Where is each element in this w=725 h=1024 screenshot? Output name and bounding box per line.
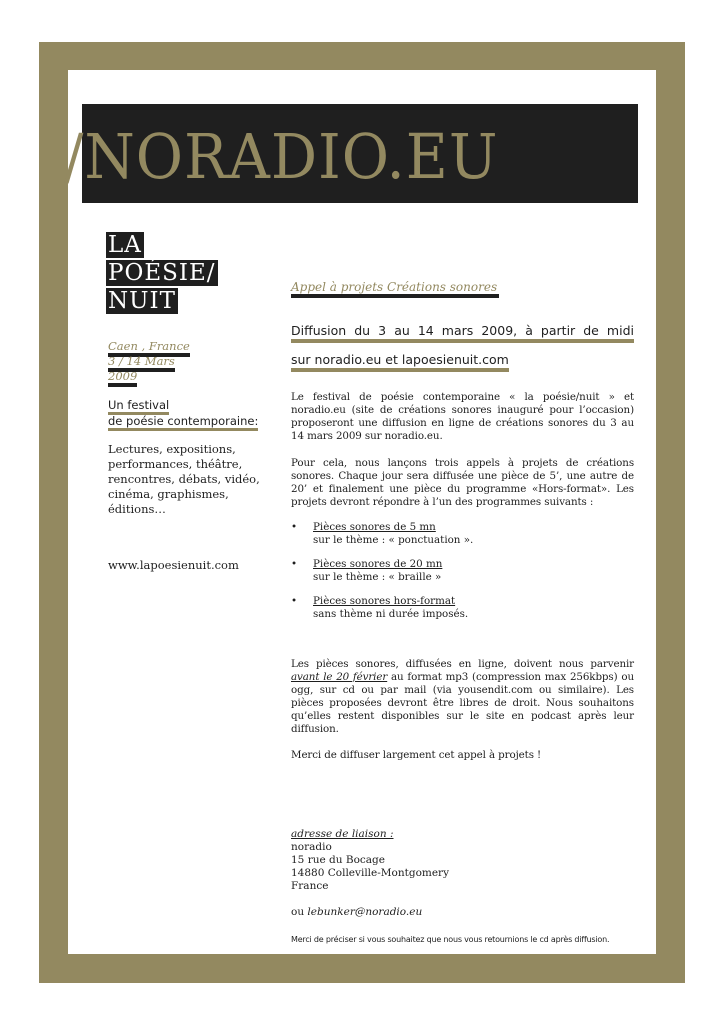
program-item [291, 558, 634, 584]
meta-year: 2009 [108, 370, 137, 387]
program-title: Pièces sonores de 20 mn [313, 558, 443, 570]
bullet-icon: • [291, 558, 298, 570]
address-block [291, 828, 634, 919]
program-detail: sans thème ni durée imposés. [313, 608, 469, 620]
program-list [291, 521, 634, 632]
activity-line: éditions… [108, 502, 166, 516]
submission-text-rest: au format mp3 (compression max 256kbps) ou ogg, sur cd ou par mail (via yousendit.com ou similaire). Les pièces proposées devront être libres de droit. Nous souhaitons qu’elles restent disponibles sur le site en podcast après leur diffusion. [291, 671, 634, 735]
program-item [291, 595, 634, 621]
thanks-paragraph: Merci de diffuser largement cet appel à projets ! [291, 749, 542, 761]
festival-url[interactable]: www.lapoesienuit.com [108, 558, 239, 572]
deadline: avant le 20 février [291, 671, 388, 683]
activity-line: performances, théâtre, [108, 457, 243, 471]
program-title: Pièces sonores hors-format [313, 595, 456, 607]
meta-dates: 3 / 14 Mars [108, 355, 175, 372]
address-line: noradio [291, 841, 332, 853]
title-nuit: NUIT [108, 288, 176, 314]
noradio-logo: /NORADIO.EU [64, 120, 499, 193]
email-line [291, 906, 634, 919]
diffusion-line-1: Diffusion du 3 au 14 mars 2009, à partir de midi [291, 323, 634, 343]
intro-paragraph: Le festival de poésie contemporaine « la poésie/nuit » et noradio.eu (site de créations sonores inauguré pour l’occasion) proposeront une diffusion en ligne de créations sonores du 3 au 14 mars 2009 sur noradio.eu. [291, 391, 634, 442]
appel-heading: Appel à projets Créations sonores [291, 280, 499, 298]
activities-list [108, 442, 268, 517]
festival-line-2: de poésie contemporaine: [108, 414, 258, 431]
program-item [291, 521, 634, 547]
call-paragraph: Pour cela, nous lançons trois appels à projets de créations sonores. Chaque jour sera diffusée une pièce de 5’, une autre de 20’ et finalement une pièce du programme «Hors-format». Les projets devront répondre à l’un des programmes suivants : [291, 457, 634, 508]
diffusion-line-2: sur noradio.eu et lapoesienuit.com [291, 352, 509, 372]
activity-line: cinéma, graphismes, [108, 487, 229, 501]
address-label: adresse de liaison : [291, 828, 394, 840]
address-line: France [291, 880, 329, 892]
bullet-icon: • [291, 595, 298, 607]
meta-location: Caen , France [108, 340, 190, 357]
address-line: 14880 Colleville-Montgomery [291, 867, 450, 879]
activity-line: rencontres, débats, vidéo, [108, 472, 260, 486]
submission-text: Les pièces sonores, diffusées en ligne, doivent nous parvenir [291, 658, 634, 670]
address-line: 15 rue du Bocage [291, 854, 385, 866]
program-title: Pièces sonores de 5 mn [313, 521, 436, 533]
footnote: Merci de préciser si vous souhaitez que nous vous retournions le cd après diffusion. [291, 935, 610, 944]
email-link[interactable]: lebunker@noradio.eu [307, 906, 423, 918]
title-la: LA [108, 232, 142, 258]
activity-line: Lectures, expositions, [108, 442, 236, 456]
submission-paragraph [291, 658, 634, 736]
program-detail: sur le thème : « braille » [313, 571, 442, 583]
title-poesie: POÉSIE/ [108, 260, 216, 286]
festival-line-1: Un festival [108, 398, 169, 415]
program-detail: sur le thème : « ponctuation ». [313, 534, 474, 546]
bullet-icon: • [291, 521, 298, 533]
email-prefix: ou [291, 906, 308, 918]
